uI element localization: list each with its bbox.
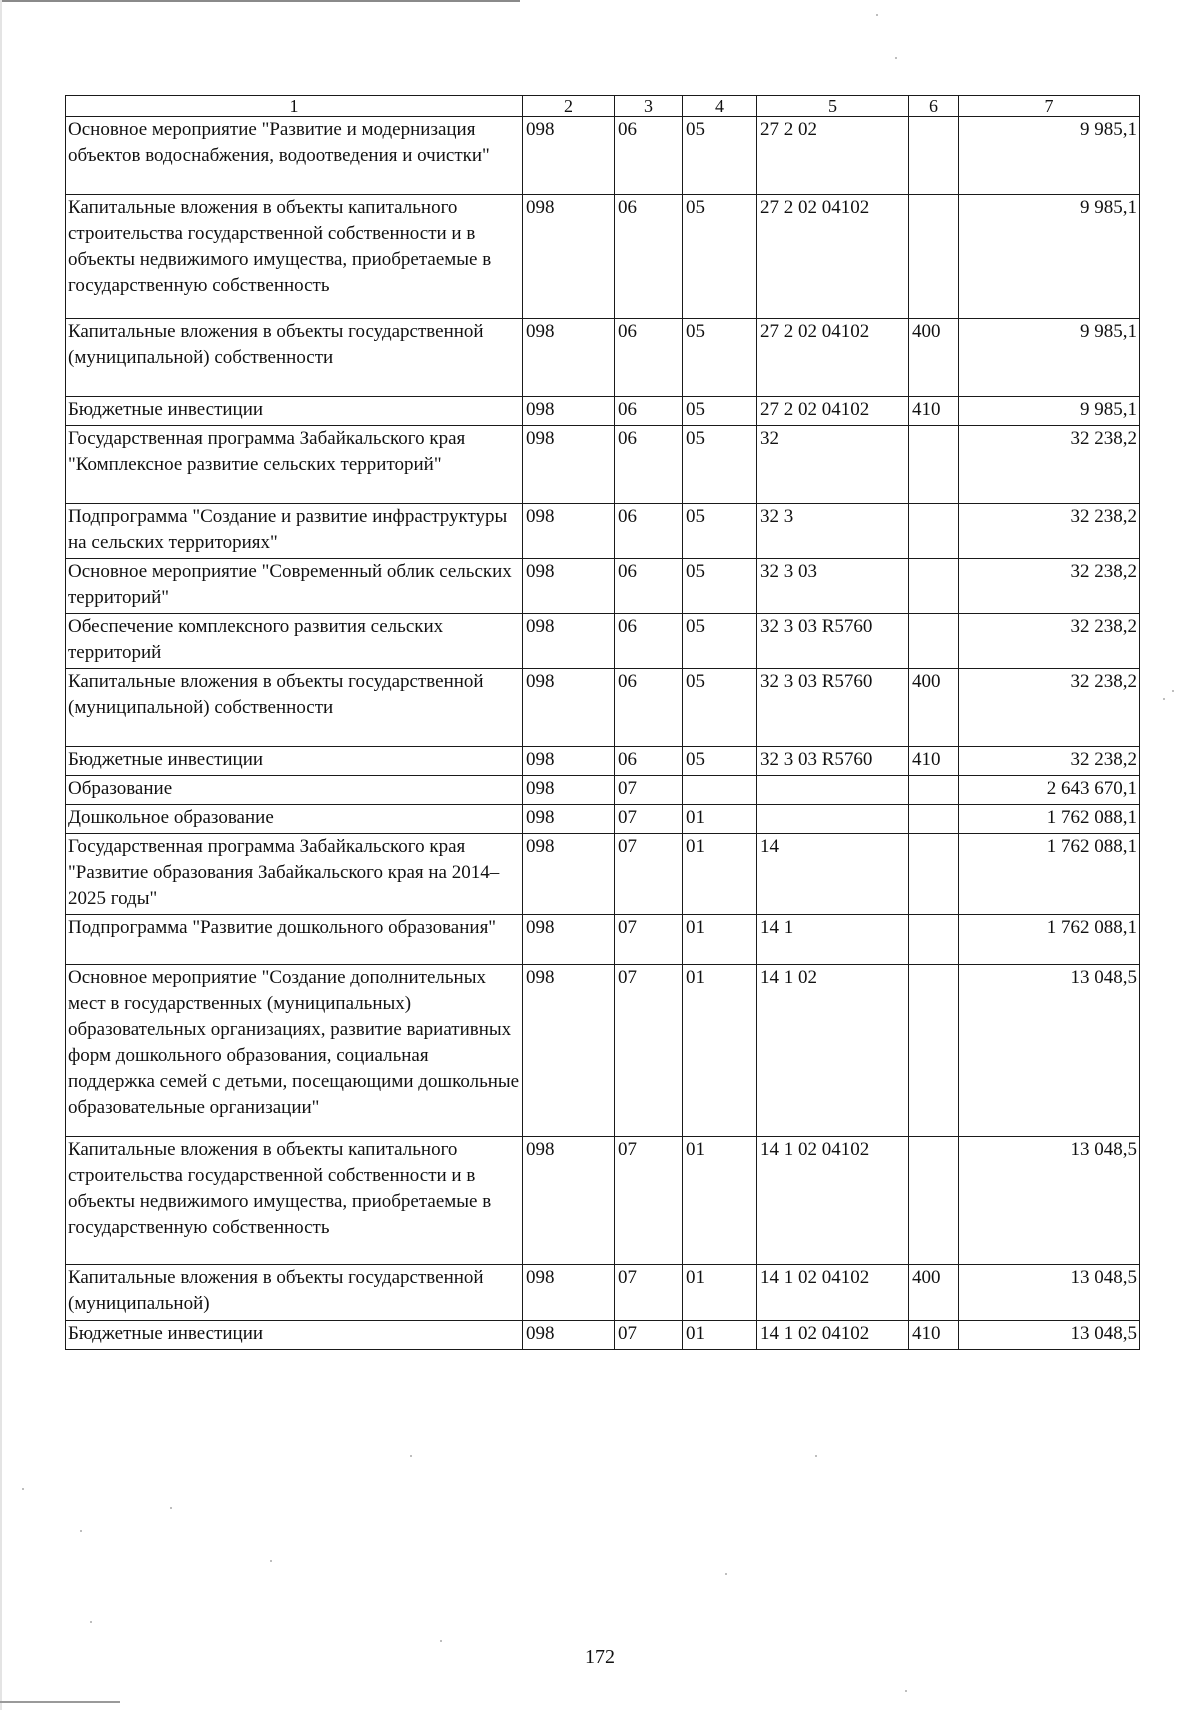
- table-row: [66, 965, 1140, 1137]
- target-article-code: 14 1 02: [757, 965, 909, 1137]
- section-code: 06: [615, 747, 683, 776]
- table-row: [66, 117, 1140, 195]
- chapter-code: 098: [523, 397, 615, 426]
- row-name: Образование: [66, 776, 523, 805]
- column-number: 2: [523, 96, 615, 117]
- table-row: [66, 834, 1140, 915]
- chapter-code: 098: [523, 559, 615, 614]
- chapter-code: 098: [523, 117, 615, 195]
- expense-type-code: [909, 805, 959, 834]
- column-number-row: [66, 96, 1140, 117]
- table-row: [66, 915, 1140, 965]
- section-code: 07: [615, 915, 683, 965]
- target-article-code: 32: [757, 426, 909, 504]
- section-code: 07: [615, 1321, 683, 1350]
- section-code: 07: [615, 834, 683, 915]
- chapter-code: 098: [523, 805, 615, 834]
- chapter-code: 098: [523, 1137, 615, 1265]
- chapter-code: 098: [523, 834, 615, 915]
- expense-type-code: [909, 776, 959, 805]
- column-number: 5: [757, 96, 909, 117]
- table-row: [66, 776, 1140, 805]
- section-code: 07: [615, 776, 683, 805]
- page-number: 172: [585, 1646, 615, 1668]
- target-article-code: 27 2 02 04102: [757, 397, 909, 426]
- expense-type-code: 410: [909, 1321, 959, 1350]
- target-article-code: 14 1: [757, 915, 909, 965]
- amount: 13 048,5: [959, 965, 1140, 1137]
- column-number: 3: [615, 96, 683, 117]
- table-row: [66, 195, 1140, 319]
- chapter-code: 098: [523, 915, 615, 965]
- subsection-code: 05: [683, 195, 757, 319]
- expense-type-code: [909, 965, 959, 1137]
- column-number: 4: [683, 96, 757, 117]
- section-code: 07: [615, 965, 683, 1137]
- table-row: [66, 504, 1140, 559]
- target-article-code: 14 1 02 04102: [757, 1321, 909, 1350]
- amount: 32 238,2: [959, 747, 1140, 776]
- row-name: Капитальные вложения в объекты капитального строительства государственной собственности и в объекты недвижимого имущества, приобретаемые в государственную собственность: [66, 1137, 523, 1265]
- section-code: 06: [615, 117, 683, 195]
- section-code: 06: [615, 669, 683, 747]
- subsection-code: [683, 776, 757, 805]
- target-article-code: [757, 805, 909, 834]
- table-row: [66, 319, 1140, 397]
- amount: 2 643 670,1: [959, 776, 1140, 805]
- amount: 1 762 088,1: [959, 805, 1140, 834]
- section-code: 06: [615, 195, 683, 319]
- amount: 1 762 088,1: [959, 834, 1140, 915]
- section-code: 07: [615, 1137, 683, 1265]
- table-row: [66, 669, 1140, 747]
- amount: 13 048,5: [959, 1137, 1140, 1265]
- subsection-code: 01: [683, 965, 757, 1137]
- subsection-code: 05: [683, 614, 757, 669]
- subsection-code: 05: [683, 669, 757, 747]
- subsection-code: 01: [683, 834, 757, 915]
- section-code: 06: [615, 504, 683, 559]
- row-name: Бюджетные инвестиции: [66, 397, 523, 426]
- section-code: 07: [615, 1265, 683, 1321]
- section-code: 06: [615, 614, 683, 669]
- row-name: Основное мероприятие "Современный облик сельских территорий": [66, 559, 523, 614]
- target-article-code: 32 3 03 R5760: [757, 614, 909, 669]
- target-article-code: [757, 776, 909, 805]
- amount: 1 762 088,1: [959, 915, 1140, 965]
- row-name: Бюджетные инвестиции: [66, 1321, 523, 1350]
- target-article-code: 32 3 03 R5760: [757, 747, 909, 776]
- amount: 32 238,2: [959, 559, 1140, 614]
- target-article-code: 14 1 02 04102: [757, 1265, 909, 1321]
- row-name: Дошкольное образование: [66, 805, 523, 834]
- expense-type-code: [909, 1137, 959, 1265]
- amount: 13 048,5: [959, 1321, 1140, 1350]
- table-row: [66, 614, 1140, 669]
- row-name: Капитальные вложения в объекты государственной (муниципальной): [66, 1265, 523, 1321]
- expense-type-code: 410: [909, 747, 959, 776]
- subsection-code: 01: [683, 915, 757, 965]
- target-article-code: 27 2 02 04102: [757, 319, 909, 397]
- scan-artifact-bottom: [0, 1701, 120, 1703]
- chapter-code: 098: [523, 776, 615, 805]
- amount: 9 985,1: [959, 195, 1140, 319]
- table-row: [66, 1137, 1140, 1265]
- table-row: [66, 397, 1140, 426]
- subsection-code: 05: [683, 559, 757, 614]
- subsection-code: 01: [683, 1265, 757, 1321]
- table-row: [66, 805, 1140, 834]
- row-name: Бюджетные инвестиции: [66, 747, 523, 776]
- amount: 32 238,2: [959, 614, 1140, 669]
- expense-type-code: [909, 504, 959, 559]
- amount: 32 238,2: [959, 669, 1140, 747]
- target-article-code: 27 2 02: [757, 117, 909, 195]
- table-row: [66, 747, 1140, 776]
- row-name: Государственная программа Забайкальского края "Развитие образования Забайкальского края на 2014–2025 годы": [66, 834, 523, 915]
- subsection-code: 05: [683, 747, 757, 776]
- section-code: 06: [615, 397, 683, 426]
- row-name: Капитальные вложения в объекты государственной (муниципальной) собственности: [66, 669, 523, 747]
- row-name: Капитальные вложения в объекты капитального строительства государственной собственности и в объекты недвижимого имущества, приобретаемые в государственную собственность: [66, 195, 523, 319]
- table-row: [66, 1321, 1140, 1350]
- scan-artifact-top: [0, 0, 520, 2]
- column-number: 1: [66, 96, 523, 117]
- column-number: 7: [959, 96, 1140, 117]
- expense-type-code: 410: [909, 397, 959, 426]
- expense-type-code: [909, 834, 959, 915]
- target-article-code: 32 3 03: [757, 559, 909, 614]
- subsection-code: 01: [683, 1137, 757, 1265]
- subsection-code: 05: [683, 319, 757, 397]
- table-row: [66, 1265, 1140, 1321]
- subsection-code: 05: [683, 397, 757, 426]
- amount: 9 985,1: [959, 397, 1140, 426]
- amount: 32 238,2: [959, 426, 1140, 504]
- section-code: 06: [615, 319, 683, 397]
- subsection-code: 05: [683, 504, 757, 559]
- subsection-code: 05: [683, 426, 757, 504]
- row-name: Подпрограмма "Создание и развитие инфраструктуры на сельских территориях": [66, 504, 523, 559]
- amount: 9 985,1: [959, 319, 1140, 397]
- section-code: 07: [615, 805, 683, 834]
- scan-artifact-left: [0, 0, 2, 1710]
- expense-type-code: [909, 559, 959, 614]
- target-article-code: 32 3: [757, 504, 909, 559]
- subsection-code: 05: [683, 117, 757, 195]
- chapter-code: 098: [523, 1265, 615, 1321]
- target-article-code: 27 2 02 04102: [757, 195, 909, 319]
- expense-type-code: [909, 195, 959, 319]
- amount: 13 048,5: [959, 1265, 1140, 1321]
- row-name: Обеспечение комплексного развития сельских территорий: [66, 614, 523, 669]
- subsection-code: 01: [683, 805, 757, 834]
- chapter-code: 098: [523, 965, 615, 1137]
- expense-type-code: [909, 614, 959, 669]
- budget-table: [65, 95, 1140, 1350]
- section-code: 06: [615, 559, 683, 614]
- chapter-code: 098: [523, 1321, 615, 1350]
- subsection-code: 01: [683, 1321, 757, 1350]
- target-article-code: 14: [757, 834, 909, 915]
- target-article-code: 32 3 03 R5760: [757, 669, 909, 747]
- chapter-code: 098: [523, 195, 615, 319]
- chapter-code: 098: [523, 614, 615, 669]
- row-name: Государственная программа Забайкальского края "Комплексное развитие сельских территорий": [66, 426, 523, 504]
- chapter-code: 098: [523, 669, 615, 747]
- chapter-code: 098: [523, 504, 615, 559]
- chapter-code: 098: [523, 426, 615, 504]
- expense-type-code: [909, 915, 959, 965]
- row-name: Капитальные вложения в объекты государственной (муниципальной) собственности: [66, 319, 523, 397]
- expense-type-code: 400: [909, 1265, 959, 1321]
- expense-type-code: [909, 426, 959, 504]
- table-row: [66, 559, 1140, 614]
- expense-type-code: [909, 117, 959, 195]
- row-name: Основное мероприятие "Создание дополнительных мест в государственных (муниципальных) образовательных организациях, развитие вариативных форм дошкольного образования, социальная поддержка семей с детьми, посещающими дошкольные образовательные организации": [66, 965, 523, 1137]
- section-code: 06: [615, 426, 683, 504]
- expense-type-code: 400: [909, 669, 959, 747]
- table-row: [66, 426, 1140, 504]
- expense-type-code: 400: [909, 319, 959, 397]
- amount: 9 985,1: [959, 117, 1140, 195]
- row-name: Основное мероприятие "Развитие и модернизация объектов водоснабжения, водоотведения и очистки": [66, 117, 523, 195]
- column-number: 6: [909, 96, 959, 117]
- target-article-code: 14 1 02 04102: [757, 1137, 909, 1265]
- row-name: Подпрограмма "Развитие дошкольного образования": [66, 915, 523, 965]
- chapter-code: 098: [523, 747, 615, 776]
- amount: 32 238,2: [959, 504, 1140, 559]
- chapter-code: 098: [523, 319, 615, 397]
